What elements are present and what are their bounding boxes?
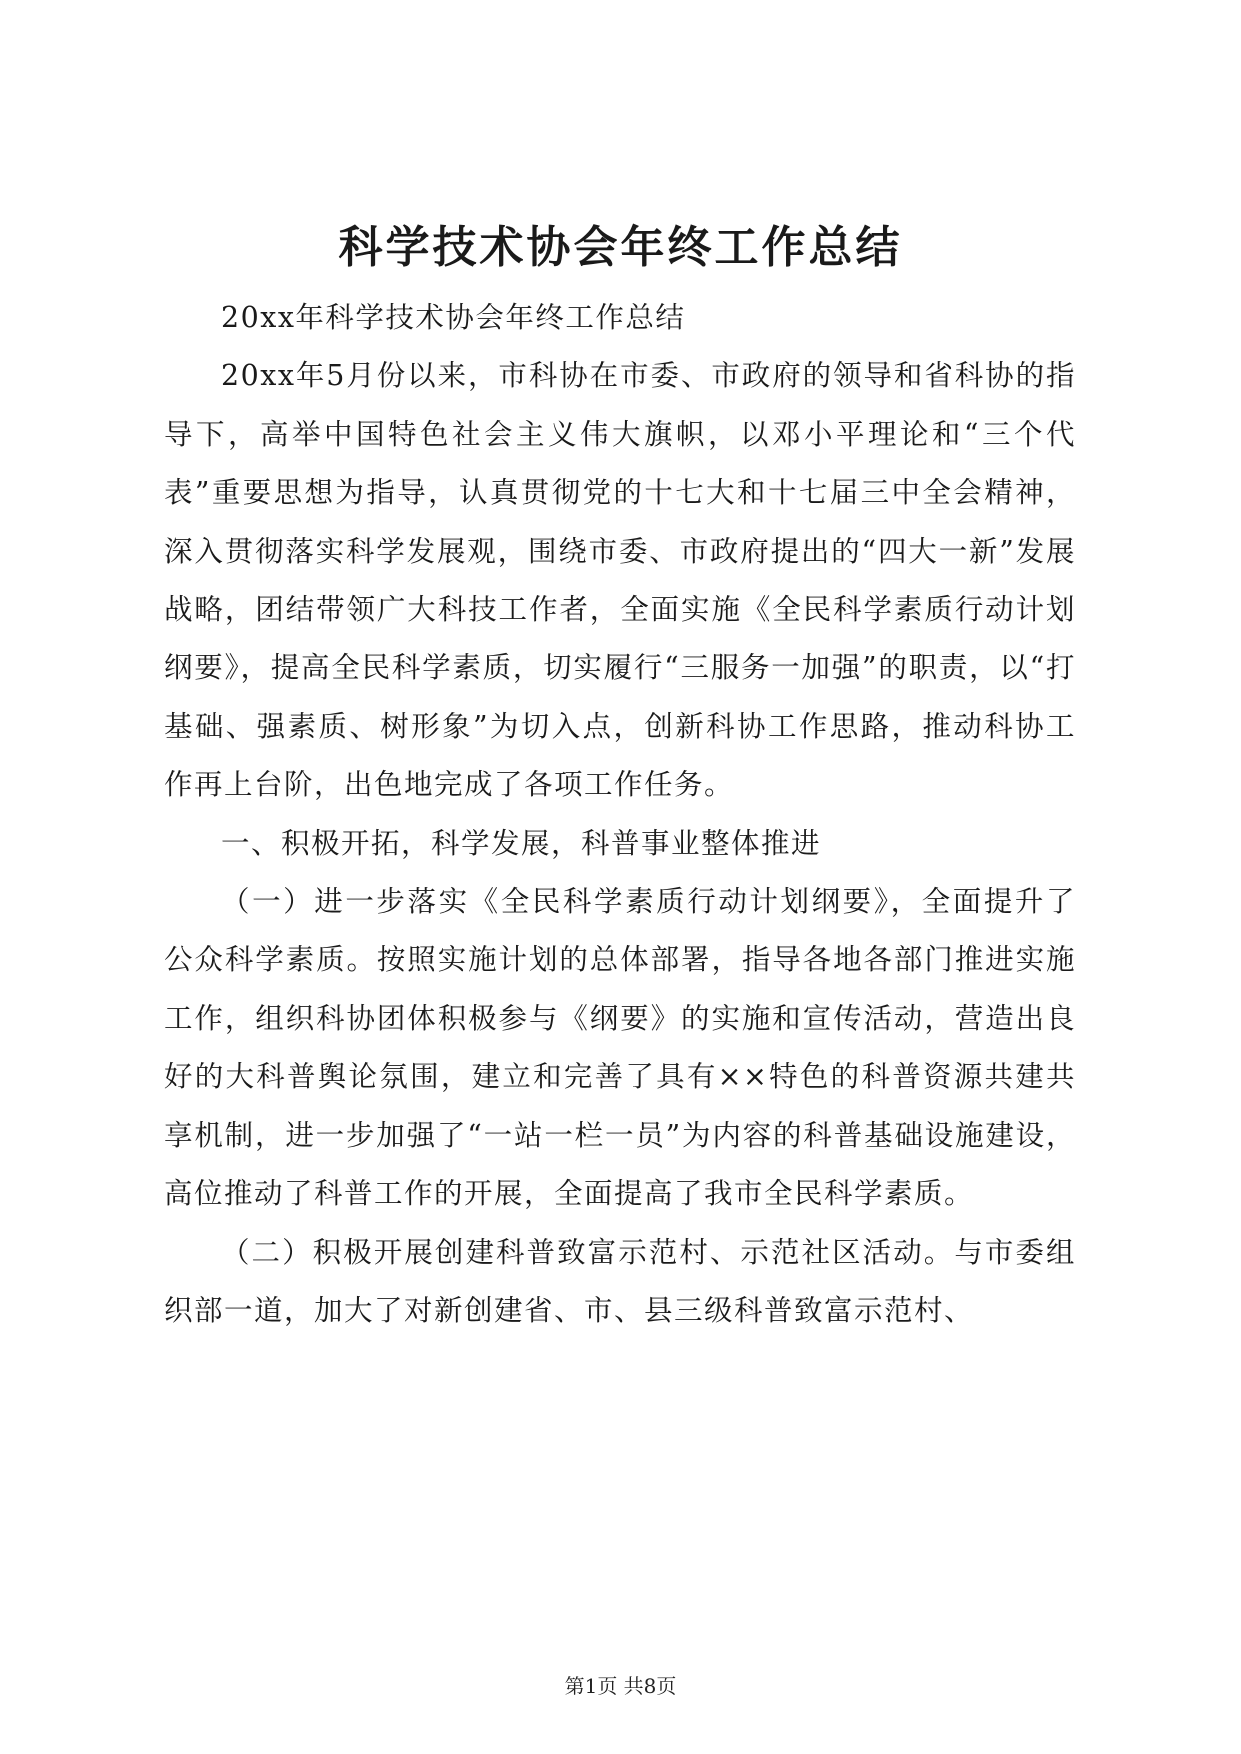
intro-paragraph: 20xx年5月份以来，市科协在市委、市政府的领导和省科协的指导下，高举中国特色社会主义伟大旗帜，以邓小平理论和“三个代表”重要思想为指导，认真贯彻党的十七大和十七届三中全会精神，深入贯彻落实科学发展观，围绕市委、市政府提出的“四大一新”发展战略，团结带领广大科技工作者，全面实施《全民科学素质行动计划纲要》，提高全民科学素质，切实履行“三服务一加强”的职责，以“打基础、强素质、树形象”为切入点，创新科协工作思路，推动科协工作再上台阶，出色地完成了各项工作任务。 [164,359,1076,802]
page-footer: 第1页 共8页 [564,1674,677,1698]
document-title: 科学技术协会年终工作总结 [338,222,903,273]
section-paragraph-2: （二）积极开展创建科普致富示范村、示范社区活动。与市委组织部一道，加大了对新创建省、市、县三级科普致富示范村、 [164,1235,1076,1327]
section-paragraph-1: （一）进一步落实《全民科学素质行动计划纲要》，全面提升了公众科学素质。按照实施计划的总体部署，指导各地各部门推进实施工作，组织科协团体积极参与《纲要》的实施和宣传活动，营造出良好的大科普舆论氛围，建立和完善了具有××特色的科普资源共建共享机制，进一步加强了“一站一栏一员”为内容的科普基础设施建设，高位推动了科普工作的开展，全面提高了我市全民科学素质。 [164,885,1076,1211]
subtitle-paragraph: 20xx年科学技术协会年终工作总结 [221,301,686,334]
document-body [164,289,1076,1340]
section-heading: 一、积极开拓，科学发展，科普事业整体推进 [221,826,822,860]
